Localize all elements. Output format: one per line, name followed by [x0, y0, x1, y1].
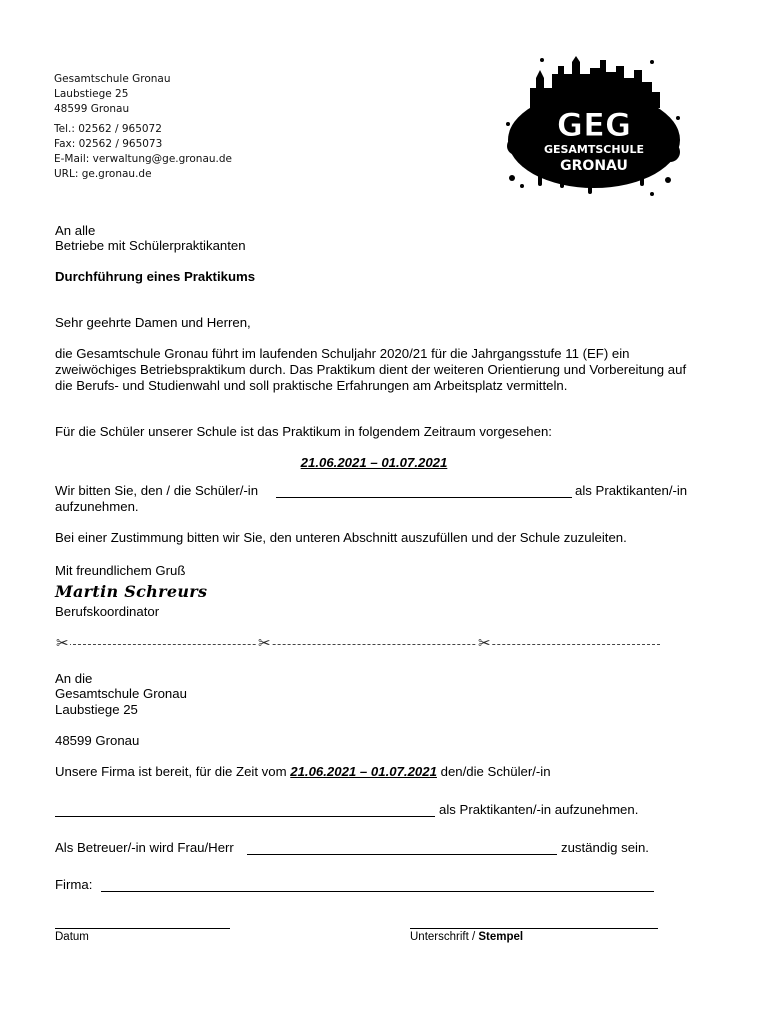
reply-to-line4: 48599 Gronau [55, 733, 140, 748]
school-logo-graphic [502, 48, 682, 200]
signer-role: Berufskoordinator [55, 604, 160, 619]
reply-firma-line [101, 891, 654, 892]
sender-street: Laubstiege 25 [54, 88, 129, 100]
student-name-line [276, 497, 572, 498]
internship-period: 21.06.2021 – 01.07.2021 [300, 455, 448, 470]
date-line [55, 928, 230, 929]
reply-firma-label: Firma: [55, 877, 93, 892]
sender-city: 48599 Gronau [54, 103, 130, 115]
logo-line2: GRONAU [560, 158, 628, 174]
scissors-icon: ✂ [56, 635, 69, 652]
signature: Martin Schreurs [55, 582, 208, 601]
recipient-line2: Betriebe mit Schülerpraktikanten [55, 238, 246, 253]
cut-line [58, 644, 660, 645]
stamp-label: Stempel [478, 931, 524, 943]
paragraph-intro: die Gesamtschule Gronau führt im laufenden Schuljahr 2020/21 für die Jahrgangsstufe 11 (EF) ein zweiwöchiges Betriebspraktikum durch. Das Praktikum dient der weiteren Orientierung und Vorbereitung auf die Berufs- und Studienwahl und soll praktische Erfahrungen am Arbeitsplatz vermitteln. [55, 346, 687, 393]
reply-supervisor-before: Als Betreuer/-in wird Frau/Herr [55, 840, 234, 855]
scissors-icon: ✂ [258, 635, 271, 652]
sender-address [54, 72, 232, 182]
request-continuation: aufzunehmen. [55, 499, 139, 514]
request-before: Wir bitten Sie, den / die Schüler/-in [55, 483, 259, 498]
sender-url: URL: ge.gronau.de [54, 168, 152, 180]
reply-accept-suffix: als Praktikanten/-in aufzunehmen. [439, 802, 639, 817]
date-label: Datum [55, 931, 89, 943]
reply-company-before: Unsere Firma ist bereit, für die Zeit vom [55, 764, 287, 779]
signature-line [410, 928, 658, 929]
closing: Mit freundlichem Gruß [55, 563, 186, 578]
reply-to-line3: Laubstiege 25 [55, 702, 138, 717]
signature-label: Unterschrift / [410, 931, 479, 943]
letter-subject: Durchführung eines Praktikums [55, 269, 256, 284]
sender-tel: Tel.: 02562 / 965072 [54, 123, 162, 135]
reply-student-line [55, 816, 435, 817]
request-after: als Praktikanten/-in [575, 483, 688, 498]
recipient-line1: An alle [55, 223, 96, 238]
reply-supervisor-line [247, 854, 557, 855]
sender-name: Gesamtschule Gronau [54, 73, 171, 85]
paragraph-consent: Bei einer Zustimmung bitten wir Sie, den unteren Abschnitt auszufüllen und der Schule zuzuleiten. [55, 530, 627, 545]
salutation: Sehr geehrte Damen und Herren, [55, 315, 251, 330]
signature-stamp-label [410, 930, 523, 944]
reply-company-statement [55, 764, 551, 780]
logo-big-text: GEG [556, 106, 632, 144]
reply-to-line2: Gesamtschule Gronau [55, 686, 187, 701]
reply-period: 21.06.2021 – 01.07.2021 [290, 764, 437, 779]
sender-email: E-Mail: verwaltung@ge.gronau.de [54, 153, 232, 165]
paragraph-period-intro: Für die Schüler unserer Schule ist das Praktikum in folgendem Zeitraum vorgesehen: [55, 424, 552, 439]
reply-company-after: den/die Schüler/-in [440, 764, 551, 779]
reply-to-line1: An die [55, 671, 93, 686]
reply-supervisor-after: zuständig sein. [561, 840, 649, 855]
logo-line1: GESAMTSCHULE [543, 143, 645, 156]
scissors-icon: ✂ [478, 635, 491, 652]
school-logo [502, 48, 682, 200]
sender-fax: Fax: 02562 / 965073 [54, 138, 163, 150]
